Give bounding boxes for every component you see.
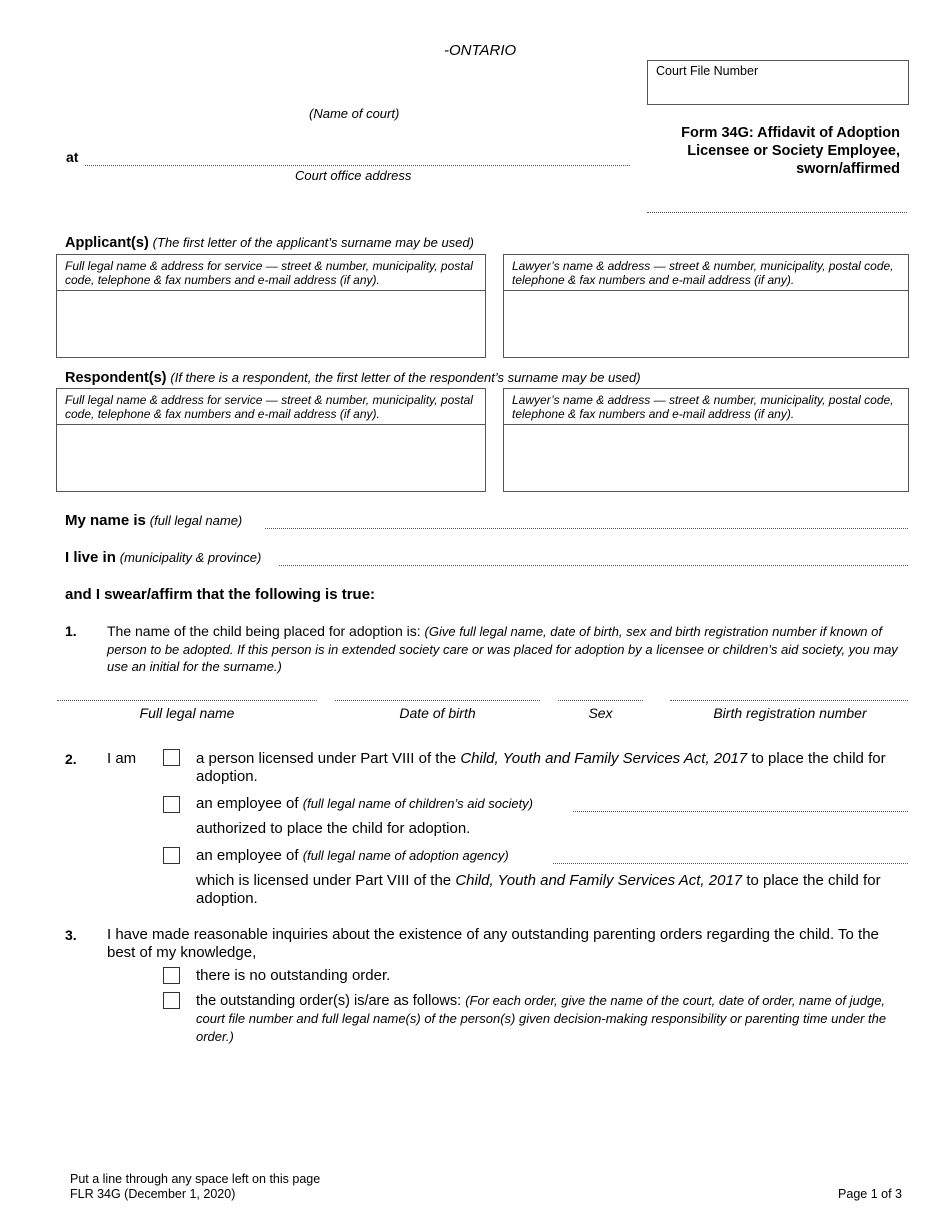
column-sex: Sex: [588, 705, 613, 721]
child-dob-line[interactable]: [335, 700, 540, 701]
act-name: Child, Youth and Family Services Act, 2017: [460, 750, 748, 767]
cas-employee-checkbox[interactable]: [163, 796, 180, 813]
sworn-affirmed-line[interactable]: [647, 212, 907, 213]
option-agency-post-pre: which is licensed under Part VIII of the: [196, 872, 452, 889]
court-office-address-label: Court office address: [295, 168, 412, 183]
outstanding-orders-label: [196, 992, 908, 1046]
swear-statement: and I swear/affirm that the following is true:: [65, 586, 376, 603]
form-title-line-3: sworn/affirmed: [796, 161, 900, 177]
applicant-party-box-label: Full legal name & address for service — street & number, municipality, postal code, telephone & fax numbers and e-mail address (if any).: [57, 255, 485, 291]
respondent-party-box-label: Full legal name & address for service — street & number, municipality, postal code, telephone & fax numbers and e-mail address (if any).: [57, 389, 485, 425]
no-outstanding-order-label: there is no outstanding order.: [196, 967, 391, 984]
agency-employee-checkbox[interactable]: [163, 847, 180, 864]
item-1-text: [107, 623, 907, 676]
respondents-heading-row: [65, 369, 641, 387]
option-agency-employee: [196, 847, 509, 865]
column-birth-registration-number: Birth registration number: [713, 705, 867, 721]
agency-name-line[interactable]: [553, 863, 908, 864]
option-cas-employee-pre: an employee of: [196, 795, 299, 812]
item-2-number: 2.: [65, 751, 77, 767]
form-title-line-1: Form 34G: Affidavit of Adoption: [681, 125, 900, 141]
municipality-province-line[interactable]: [279, 565, 908, 566]
respondents-note: (If there is a respondent, the first letter of the respondent’s surname may be used): [170, 370, 641, 385]
my-name-row: [65, 512, 242, 530]
form-title: [600, 124, 900, 178]
my-name-label: My name is: [65, 512, 146, 529]
respondent-party-box[interactable]: [56, 388, 486, 492]
jurisdiction: -ONTARIO: [444, 42, 517, 59]
name-of-court-label: (Name of court): [309, 106, 400, 121]
court-file-number-field[interactable]: [647, 60, 909, 105]
applicant-lawyer-box-label: Lawyer’s name & address — street & number, municipality, postal code, telephone & fax numbers and e-mail address (if any).: [504, 255, 908, 291]
cas-name-line[interactable]: [573, 811, 908, 812]
outstanding-orders-hint: (For each order, give the name of the court, date of order, name of judge, court file number and full legal name(s) of the person(s) given decision-making responsibility or parenting time under the order.): [196, 993, 887, 1044]
respondent-lawyer-box-label: Lawyer’s name & address — street & number, municipality, postal code, telephone & fax numbers and e-mail address (if any).: [504, 389, 908, 425]
item-1-number: 1.: [65, 623, 77, 639]
full-legal-name-line[interactable]: [265, 528, 908, 529]
outstanding-orders-checkbox[interactable]: [163, 992, 180, 1009]
option-cas-employee-post: authorized to place the child for adoption.: [196, 820, 471, 837]
option-licensed-person-post: to place the child for adoption.: [196, 750, 886, 785]
option-agency-employee-post: [196, 872, 908, 908]
respondents-heading: Respondent(s): [65, 370, 167, 386]
option-licensed-person-pre: a person licensed under Part VIII of the: [196, 750, 457, 767]
column-date-of-birth: Date of birth: [399, 705, 476, 721]
outstanding-orders-pre: the outstanding order(s) is/are as follows:: [196, 993, 462, 1009]
option-cas-employee: [196, 795, 533, 813]
item-1-instruction: (Give full legal name, date of birth, sex and birth registration number if known of person to be adopted. If this person is in extended society care or was placed for adoption by a licensee or children’s aid society, you may use an initial for the surname.): [107, 624, 898, 674]
option-cas-employee-hint: (full legal name of children’s aid society): [302, 796, 534, 811]
item-3-number: 3.: [65, 927, 77, 943]
child-birth-reg-line[interactable]: [670, 700, 908, 701]
applicants-heading-row: [65, 234, 474, 252]
no-outstanding-order-checkbox[interactable]: [163, 967, 180, 984]
at-label: at: [66, 149, 79, 165]
footer-note: Put a line through any space left on this page: [70, 1172, 321, 1186]
licensed-person-checkbox[interactable]: [163, 749, 180, 766]
applicant-party-box[interactable]: [56, 254, 486, 358]
option-agency-employee-hint: (full legal name of adoption agency): [302, 848, 509, 863]
i-am-label: I am: [107, 750, 137, 767]
applicants-heading: Applicant(s): [65, 235, 149, 251]
live-in-row: [65, 549, 261, 567]
item-1-statement: The name of the child being placed for adoption is:: [107, 623, 421, 639]
column-full-legal-name: Full legal name: [139, 705, 235, 721]
option-licensed-person: [196, 750, 908, 786]
form-title-line-2: Licensee or Society Employee,: [687, 143, 900, 159]
court-office-address-line[interactable]: [85, 165, 630, 166]
footer-page-number: Page 1 of 3: [838, 1187, 902, 1201]
applicant-lawyer-box[interactable]: [503, 254, 909, 358]
option-agency-post-post: to place the child for adoption.: [196, 872, 881, 907]
live-in-hint: (municipality & province): [119, 550, 262, 565]
option-agency-employee-pre: an employee of: [196, 847, 299, 864]
court-file-number-label: Court File Number: [656, 64, 759, 78]
act-name-2: Child, Youth and Family Services Act, 2017: [455, 872, 743, 889]
respondent-lawyer-box[interactable]: [503, 388, 909, 492]
applicants-note: (The first letter of the applicant’s surname may be used): [152, 235, 474, 250]
child-sex-line[interactable]: [558, 700, 643, 701]
footer-form-id: FLR 34G (December 1, 2020): [70, 1187, 236, 1201]
my-name-hint: (full legal name): [149, 513, 243, 528]
live-in-label: I live in: [65, 549, 116, 566]
item-3-text: I have made reasonable inquiries about the existence of any outstanding parenting orders regarding the child. To the best of my knowledge,: [107, 926, 879, 961]
child-name-line[interactable]: [57, 700, 317, 701]
